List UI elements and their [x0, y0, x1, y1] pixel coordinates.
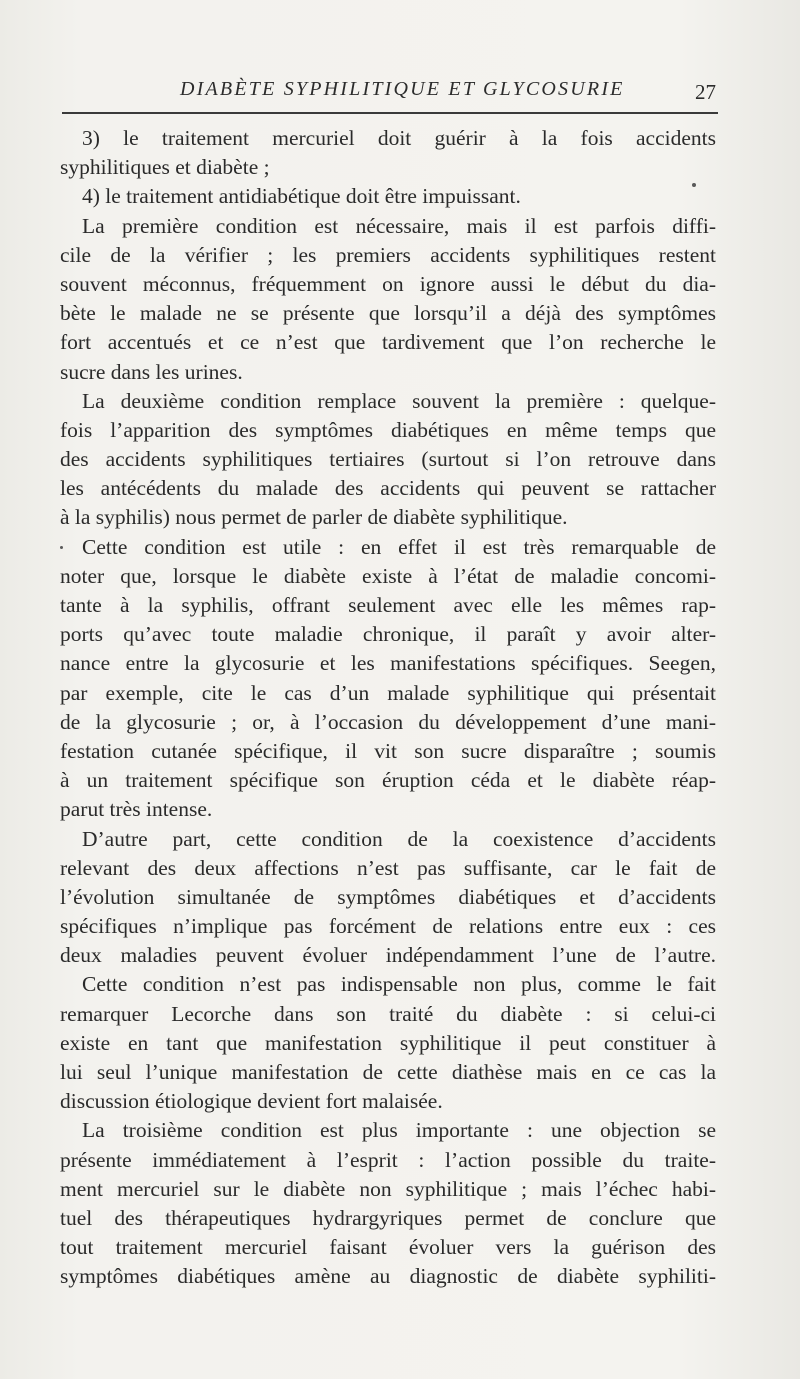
- text-line: ment mercuriel sur le diabète non syphilitique ; mais l’échec habi-: [60, 1176, 716, 1201]
- text-line: La première condition est nécessaire, mais il est parfois diffi-: [82, 213, 716, 238]
- ink-speck: [60, 546, 63, 549]
- text-line: fort accentués et ce n’est que tardivement que l’on recherche le: [60, 330, 716, 355]
- text-line: bète le malade ne se présente que lorsqu’il a déjà des symptômes: [60, 301, 716, 326]
- text-line: ports qu’avec toute maladie chronique, il paraît y avoir alter-: [60, 622, 716, 647]
- text-line: deux maladies peuvent évoluer indépendamment l’une de l’autre.: [60, 943, 716, 968]
- text-line: spécifiques n’implique pas forcément de relations entre eux : ces: [60, 914, 716, 939]
- text-line: remarquer Lecorche dans son traité du diabète : si celui-ci: [60, 1001, 716, 1026]
- text-line: à la syphilis) nous permet de parler de diabète syphilitique.: [60, 505, 568, 530]
- text-line: souvent méconnus, fréquemment on ignore aussi le début du dia-: [60, 271, 716, 296]
- text-line: festation cutanée spécifique, il vit son sucre disparaître ; soumis: [60, 738, 716, 763]
- ink-speck: [692, 183, 696, 187]
- text-line: Cette condition est utile : en effet il est très remarquable de: [82, 534, 716, 559]
- text-line: 3) le traitement mercuriel doit guérir à la fois accidents: [82, 126, 716, 150]
- text-line: noter que, lorsque le diabète existe à l’état de maladie concomi-: [60, 563, 716, 588]
- text-line: des accidents syphilitiques tertiaires (surtout si l’on retrouve dans: [60, 447, 716, 472]
- text-line: nance entre la glycosurie et les manifestations spécifiques. Seegen,: [60, 651, 716, 676]
- text-line: cile de la vérifier ; les premiers accidents syphilitiques restent: [60, 242, 716, 267]
- header-rule: [62, 112, 718, 114]
- text-line: lui seul l’unique manifestation de cette diathèse mais en ce cas la: [60, 1060, 716, 1084]
- text-line: tout traitement mercuriel faisant évoluer vers la guérison des: [60, 1235, 716, 1260]
- text-line: relevant des deux affections n’est pas suffisante, car le fait de: [60, 855, 716, 880]
- text-line: symptômes diabétiques amène au diagnostic de diabète syphiliti-: [60, 1264, 716, 1289]
- text-line: à un traitement spécifique son éruption céda et le diabète réap-: [60, 768, 716, 793]
- text-line: fois l’apparition des symptômes diabétiques en même temps que: [60, 417, 716, 442]
- text-line: La deuxième condition remplace souvent la première : quelque-: [82, 388, 716, 413]
- page-number: 27: [695, 80, 716, 104]
- text-line: discussion étiologique devient fort malaisée.: [60, 1089, 443, 1114]
- text-line: par exemple, cite le cas d’un malade syphilitique qui présentait: [60, 680, 716, 705]
- text-line: D’autre part, cette condition de la coexistence d’accidents: [82, 826, 716, 851]
- running-title: DIABÈTE SYPHILITIQUE ET GLYCOSURIE: [180, 78, 625, 100]
- text-line: l’évolution simultanée de symptômes diabétiques et d’accidents: [60, 884, 716, 909]
- body-text: [60, 124, 716, 1292]
- text-line: La troisième condition est plus importante : une objection se: [82, 1118, 716, 1143]
- text-line: sucre dans les urines.: [60, 359, 243, 384]
- text-line: 4) le traitement antidiabétique doit être impuissant.: [82, 184, 521, 209]
- text-line: syphilitiques et diabète ;: [60, 155, 270, 180]
- text-line: Cette condition n’est pas indispensable non plus, comme le fait: [82, 972, 716, 997]
- text-line: tante à la syphilis, offrant seulement avec elle les mêmes rap-: [60, 593, 716, 617]
- text-line: parut très intense.: [60, 797, 213, 822]
- text-line: présente immédiatement à l’esprit : l’action possible du traite-: [60, 1147, 716, 1172]
- text-line: les antécédents du malade des accidents qui peuvent se rattacher: [60, 476, 716, 501]
- text-line: existe en tant que manifestation syphilitique il peut constituer à: [60, 1030, 716, 1055]
- text-line: tuel des thérapeutiques hydrargyriques permet de conclure que: [60, 1205, 716, 1230]
- text-line: de la glycosurie ; or, à l’occasion du développement d’une mani-: [60, 709, 716, 734]
- page-header: [60, 78, 720, 112]
